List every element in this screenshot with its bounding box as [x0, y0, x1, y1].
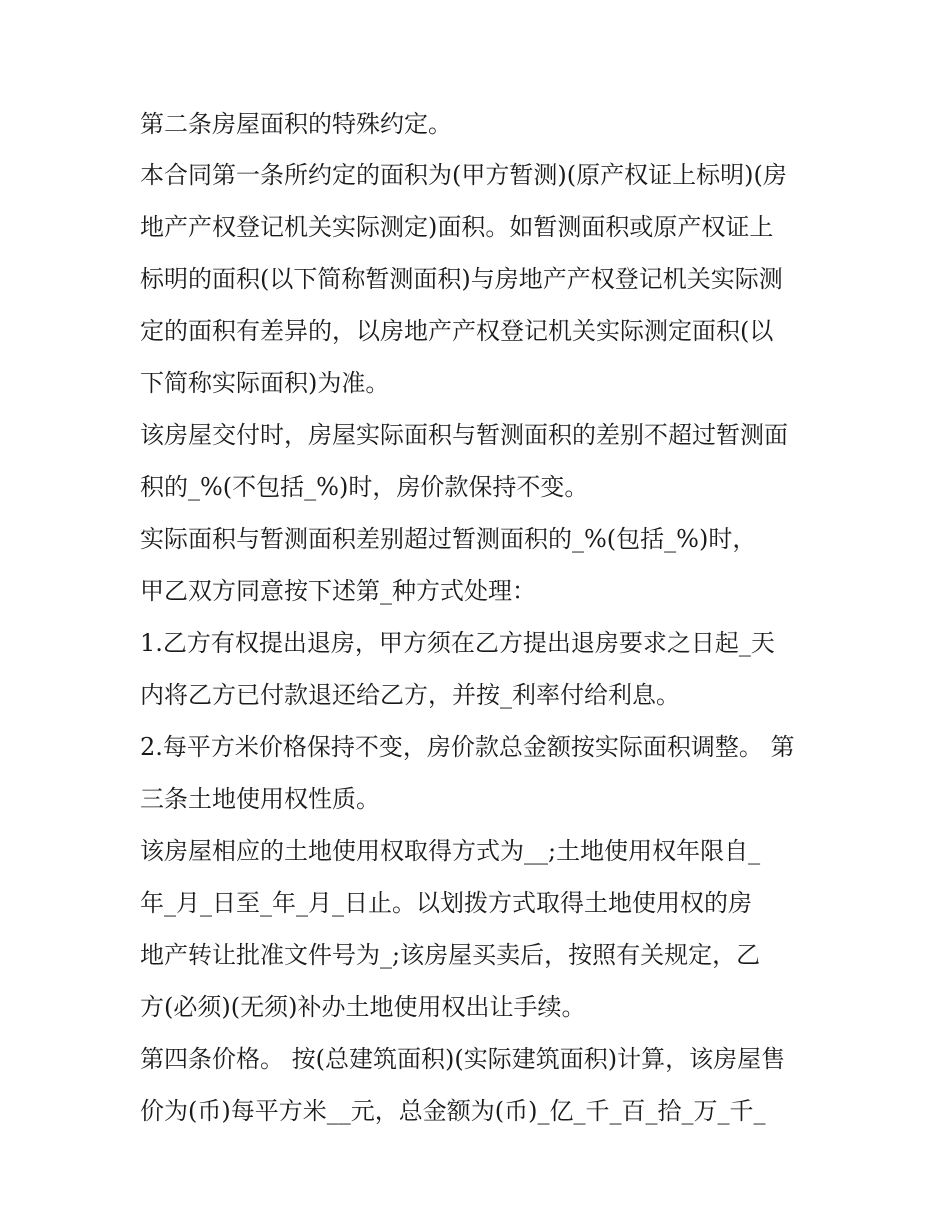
- text-line: 标明的面积(以下简称暂测面积)与房地产产权登记机关实际测: [140, 265, 783, 293]
- text-line: 地产产权登记机关实际测定)面积。如暂测面积或原产权证上: [140, 213, 774, 241]
- text-line: 该房屋交付时，房屋实际面积与暂测面积的差别不超过暂测面: [140, 421, 788, 449]
- text-line: 地产转让批准文件号为_;该房屋买卖后，按照有关规定，乙: [140, 941, 761, 969]
- text-line: 方(必须)(无须)补办土地使用权出让手续。: [140, 993, 586, 1021]
- text-line: 实际面积与暂测面积差别超过暂测面积的_%(包括_%)时，: [140, 525, 757, 553]
- text-line: 定的面积有差异的，以房地产产权登记机关实际测定面积(以: [140, 317, 774, 345]
- text-line: 价为(币)每平方米__元，总金额为(币)_亿_千_百_拾_万_千_: [140, 1097, 766, 1125]
- text-line: 年_月_日至_年_月_日止。以划拨方式取得土地使用权的房: [140, 889, 752, 917]
- text-line: 内将乙方已付款退还给乙方，并按_利率付给利息。: [140, 681, 680, 709]
- text-line: 甲乙双方同意按下述第_种方式处理：: [140, 577, 536, 605]
- text-line: 第四条价格。 按(总建筑面积)(实际建筑面积)计算，该房屋售: [140, 1045, 786, 1073]
- text-line: 本合同第一条所约定的面积为(甲方暂测)(原产权证上标明)(房: [140, 161, 787, 189]
- text-line: 下简称实际面积)为准。: [140, 369, 390, 397]
- text-line: 积的_%(不包括_%)时，房价款保持不变。: [140, 473, 589, 501]
- text-line: 该房屋相应的土地使用权取得方式为__;土地使用权年限自_: [140, 837, 761, 865]
- text-line: 第二条房屋面积的特殊约定。: [140, 110, 452, 138]
- text-line: 1.乙方有权提出退房，甲方须在乙方提出退房要求之日起_天: [140, 629, 775, 657]
- text-line: 三条土地使用权性质。: [140, 785, 380, 813]
- text-line: 2.每平方米价格保持不变，房价款总金额按实际面积调整。 第: [140, 733, 795, 761]
